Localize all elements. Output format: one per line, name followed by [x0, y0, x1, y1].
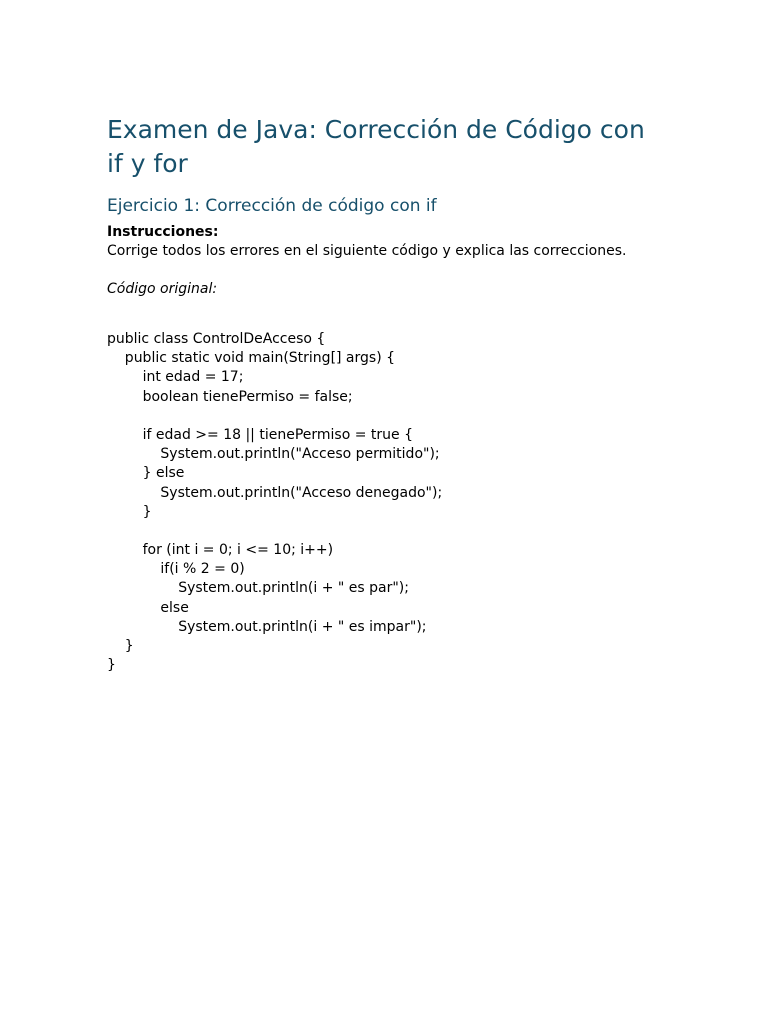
instructions-label: Instrucciones:	[107, 224, 219, 240]
code-line: if(i % 2 = 0)	[107, 561, 245, 578]
code-line: } else	[107, 465, 185, 482]
document-title: Examen de Java: Corrección de Código con if y for	[107, 115, 645, 178]
code-line: }	[107, 638, 134, 654]
code-line: public static void main(String[] args) {	[107, 350, 396, 367]
code-line: int edad = 17;	[107, 369, 244, 386]
instructions-text: Corrige todos los errores en el siguiente código y explica las correcciones.	[107, 243, 627, 259]
code-line	[107, 522, 667, 541]
code-line: if edad >= 18 || tienePermiso = true {	[107, 426, 413, 443]
code-line: boolean tienePermiso = false;	[107, 388, 353, 405]
code-line: System.out.println("Acceso denegado");	[107, 484, 443, 501]
code-line: public class ControlDeAcceso {	[107, 331, 326, 347]
code-line: System.out.println(i + " es par");	[107, 580, 409, 597]
document-page	[107, 113, 667, 675]
code-line: System.out.println("Acceso permitido");	[107, 446, 440, 463]
code-caption: Código original:	[107, 281, 218, 297]
code-block	[107, 330, 667, 675]
code-line: System.out.println(i + " es impar");	[107, 618, 427, 635]
code-line	[107, 407, 667, 426]
code-line: for (int i = 0; i <= 10; i++)	[107, 542, 334, 559]
code-line: }	[107, 503, 152, 520]
exercise-heading: Ejercicio 1: Corrección de código con if	[107, 196, 437, 216]
code-line: else	[107, 599, 189, 616]
code-line: }	[107, 657, 116, 674]
